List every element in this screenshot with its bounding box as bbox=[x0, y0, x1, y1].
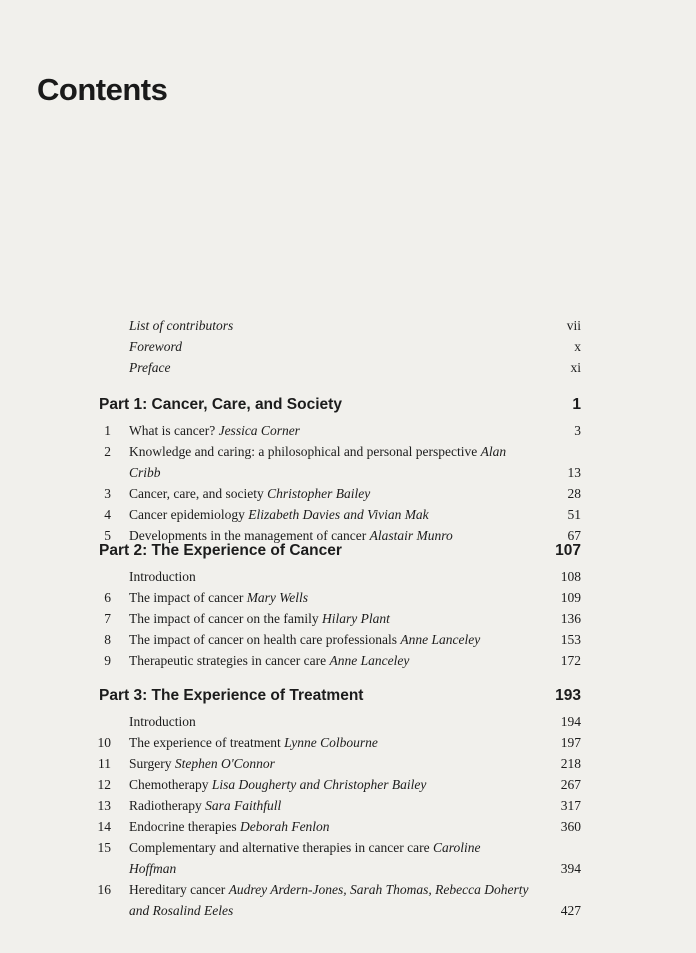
chapter-title: Introduction bbox=[129, 569, 196, 584]
chapter-author: Sara Faithfull bbox=[205, 798, 282, 813]
chapter-title: The experience of treatment bbox=[129, 735, 281, 750]
chapter-number: 3 bbox=[104, 486, 111, 501]
chapter-entry[interactable] bbox=[99, 587, 581, 608]
chapter-entry[interactable] bbox=[99, 650, 581, 671]
chapter-author: Deborah Fenlon bbox=[239, 819, 330, 834]
front-matter-item[interactable] bbox=[129, 360, 581, 381]
page-title: Contents bbox=[37, 72, 168, 107]
part-section bbox=[99, 687, 581, 921]
page-number: 108 bbox=[560, 569, 581, 584]
chapter-number: 10 bbox=[97, 735, 111, 750]
chapter-entry[interactable] bbox=[99, 795, 581, 816]
chapter-number: 7 bbox=[104, 611, 111, 626]
chapter-number: 4 bbox=[104, 507, 111, 522]
front-matter-label: Foreword bbox=[129, 339, 182, 354]
chapter-number: 2 bbox=[104, 444, 111, 459]
part-title: Part 1: Cancer, Care, and Society bbox=[99, 396, 342, 413]
front-matter-label: List of contributors bbox=[129, 318, 234, 333]
front-matter-list bbox=[129, 318, 581, 381]
part-heading[interactable] bbox=[99, 687, 581, 711]
chapter-author: Caroline Hoffman bbox=[129, 840, 481, 876]
page-number: 51 bbox=[567, 507, 581, 522]
part-heading[interactable] bbox=[99, 542, 581, 566]
page-number: x bbox=[574, 339, 581, 354]
chapter-entry[interactable] bbox=[99, 774, 581, 795]
chapter-author: Elizabeth Davies and Vivian Mak bbox=[248, 507, 429, 522]
chapter-title: The impact of cancer bbox=[129, 590, 244, 605]
page-number: xi bbox=[570, 360, 581, 375]
page-number: 172 bbox=[560, 653, 581, 668]
page-number: 28 bbox=[567, 486, 581, 501]
chapter-author: Alan Cribb bbox=[129, 444, 507, 480]
chapter-author: Alastair Munro bbox=[369, 528, 453, 543]
part-section bbox=[99, 396, 581, 546]
chapter-author: Hilary Plant bbox=[322, 611, 390, 626]
chapter-number: 8 bbox=[104, 632, 111, 647]
page-number: 197 bbox=[560, 735, 581, 750]
chapter-title: Hereditary cancer bbox=[129, 882, 226, 897]
chapter-number: 6 bbox=[104, 590, 111, 605]
chapter-number: 13 bbox=[97, 798, 111, 813]
page-number: vii bbox=[566, 318, 581, 333]
chapter-title: Knowledge and caring: a philosophical and personal perspective bbox=[129, 444, 478, 459]
chapter-number: 1 bbox=[104, 423, 111, 438]
chapter-entry[interactable] bbox=[99, 608, 581, 629]
chapter-title: Chemotherapy bbox=[129, 777, 209, 792]
page-number: 136 bbox=[560, 611, 581, 626]
chapter-number: 14 bbox=[97, 819, 111, 834]
page-number: 394 bbox=[560, 861, 581, 876]
chapter-author: Jessica Corner bbox=[218, 423, 300, 438]
page-number: 427 bbox=[560, 903, 581, 918]
page-number: 317 bbox=[560, 798, 581, 813]
chapter-entry[interactable] bbox=[99, 483, 581, 504]
page-number: 3 bbox=[574, 423, 581, 438]
front-matter-label: Preface bbox=[129, 360, 171, 375]
chapter-entry[interactable] bbox=[99, 879, 581, 921]
page-number: 153 bbox=[560, 632, 581, 647]
chapter-author: Anne Lanceley bbox=[329, 653, 410, 668]
page-number: 109 bbox=[560, 590, 581, 605]
chapter-title: Surgery bbox=[129, 756, 172, 771]
front-matter-item[interactable] bbox=[129, 339, 581, 360]
chapter-entry[interactable] bbox=[99, 711, 581, 732]
chapter-number: 12 bbox=[97, 777, 111, 792]
chapter-entry[interactable] bbox=[99, 816, 581, 837]
chapter-title: Introduction bbox=[129, 714, 196, 729]
chapter-title: The impact of cancer on the family bbox=[129, 611, 319, 626]
chapter-entry[interactable] bbox=[99, 566, 581, 587]
chapter-title: What is cancer? bbox=[129, 423, 216, 438]
page-number: 107 bbox=[555, 542, 581, 559]
page-number: 193 bbox=[555, 687, 581, 704]
chapter-title: Radiotherapy bbox=[129, 798, 202, 813]
chapter-author: Lynne Colbourne bbox=[284, 735, 378, 750]
chapter-entry[interactable] bbox=[99, 504, 581, 525]
chapter-author: Lisa Dougherty and Christopher Bailey bbox=[211, 777, 427, 792]
chapter-title: Cancer epidemiology bbox=[129, 507, 245, 522]
chapter-title: Developments in the management of cancer bbox=[129, 528, 367, 543]
chapter-author: Christopher Bailey bbox=[267, 486, 371, 501]
chapter-title: Endocrine therapies bbox=[129, 819, 237, 834]
chapter-title: Therapeutic strategies in cancer care bbox=[129, 653, 327, 668]
part-title: Part 3: The Experience of Treatment bbox=[99, 687, 364, 704]
chapter-author: Mary Wells bbox=[246, 590, 309, 605]
page-number: 267 bbox=[560, 777, 581, 792]
chapter-number: 11 bbox=[98, 756, 111, 771]
chapter-entry[interactable] bbox=[99, 753, 581, 774]
chapter-entry[interactable] bbox=[99, 732, 581, 753]
chapter-number: 9 bbox=[104, 653, 111, 668]
page-number: 194 bbox=[560, 714, 581, 729]
page-number: 67 bbox=[567, 528, 581, 543]
page-number: 360 bbox=[560, 819, 581, 834]
chapter-author: Anne Lanceley bbox=[400, 632, 481, 647]
chapter-author-continued: and Rosalind Eeles bbox=[129, 903, 234, 918]
chapter-entry[interactable] bbox=[99, 441, 581, 483]
front-matter-item[interactable] bbox=[129, 318, 581, 339]
page-number: 218 bbox=[560, 756, 581, 771]
chapter-title: Complementary and alternative therapies in cancer care bbox=[129, 840, 430, 855]
chapter-number: 15 bbox=[97, 840, 111, 855]
chapter-number: 16 bbox=[97, 882, 111, 897]
chapter-entry[interactable] bbox=[99, 837, 581, 879]
chapter-title: Cancer, care, and society bbox=[129, 486, 264, 501]
part-section bbox=[99, 542, 581, 671]
page-number: 1 bbox=[572, 396, 581, 413]
page-number: 13 bbox=[567, 465, 581, 480]
chapter-title: The impact of cancer on health care professionals bbox=[129, 632, 398, 647]
chapter-number: 5 bbox=[104, 528, 111, 543]
part-heading[interactable] bbox=[99, 396, 581, 420]
part-title: Part 2: The Experience of Cancer bbox=[99, 542, 342, 559]
chapter-author: Stephen O'Connor bbox=[174, 756, 275, 771]
chapter-entry[interactable] bbox=[99, 629, 581, 650]
chapter-entry[interactable] bbox=[99, 420, 581, 441]
chapter-author: Audrey Ardern-Jones, Sarah Thomas, Rebecca Doherty bbox=[228, 882, 529, 897]
